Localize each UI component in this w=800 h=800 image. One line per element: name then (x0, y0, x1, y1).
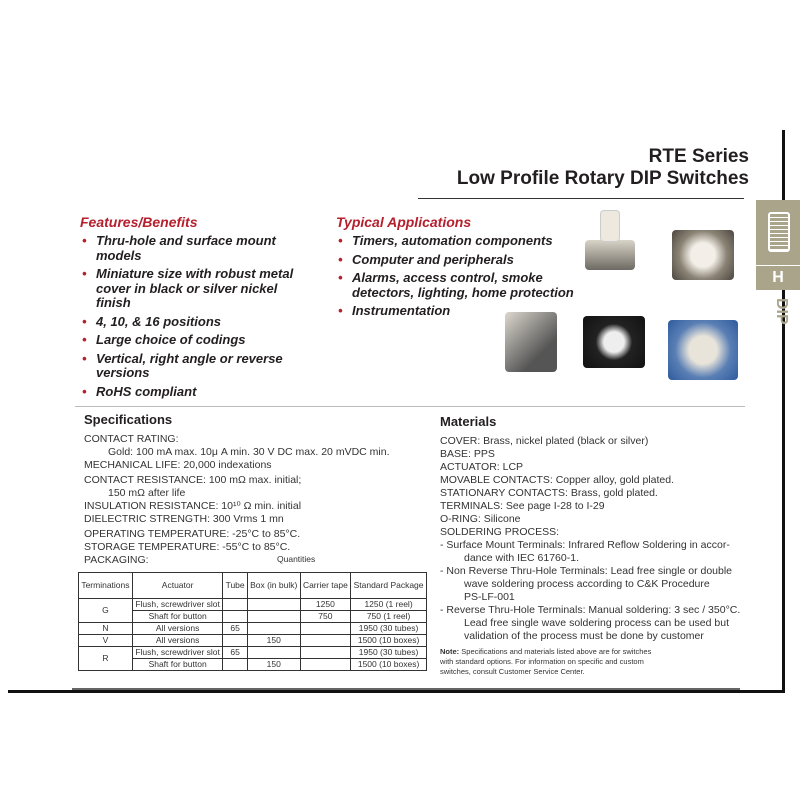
specifications-section (84, 412, 434, 567)
product-photo-vertical-knob (585, 240, 635, 270)
spec-line: PACKAGING: (84, 554, 149, 566)
dip-chip-icon (768, 212, 790, 252)
list-item-text: Large choice of codings (96, 332, 246, 347)
list-item-text: Timers, automation components (352, 233, 553, 248)
material-line: MOVABLE CONTACTS: Copper alloy, gold plated. (440, 474, 675, 486)
list-item (336, 234, 576, 249)
bullet-icon: • (82, 383, 87, 399)
material-line: wave soldering process according to C&K Procedure (464, 578, 710, 590)
table-cell: R (79, 647, 133, 671)
bullet-icon: • (338, 251, 343, 267)
column-header: Tube (223, 573, 247, 599)
list-item (336, 253, 576, 268)
list-item-text: Alarms, access control, smoke detectors, lighting, home protection (352, 270, 574, 300)
material-line: COVER: Brass, nickel plated (black or silver) (440, 435, 649, 447)
table-cell: 1500 (10 boxes) (351, 635, 427, 647)
page-frame-bottom (8, 690, 785, 693)
list-item (80, 315, 310, 330)
applications-heading: Typical Applications (336, 214, 472, 230)
table-cell (223, 611, 247, 623)
table-cell: 65 (223, 623, 247, 635)
list-item-text: 4, 10, & 16 positions (96, 313, 221, 329)
material-line: TERMINALS: See page I-28 to I-29 (440, 500, 605, 512)
material-line: STATIONARY CONTACTS: Brass, gold plated. (440, 487, 658, 499)
material-line: - Non Reverse Thru-Hole Terminals: Lead free single or double (440, 565, 733, 577)
tab-letter: H (772, 269, 784, 286)
list-item-text: Vertical, right angle or reverse versions (96, 350, 283, 380)
table-row (79, 635, 427, 647)
note-label: Note: (440, 647, 460, 656)
list-item (80, 267, 310, 311)
table-cell: 750 (300, 611, 350, 623)
spec-line: INSULATION RESISTANCE: 10¹⁰ Ω min. initial (84, 500, 302, 512)
table-row (79, 647, 427, 659)
table-cell (300, 659, 350, 671)
list-item-text: Instrumentation (352, 303, 451, 318)
list-item (80, 333, 310, 348)
table-cell: 750 (1 reel) (351, 611, 427, 623)
quantities-label: Quantities (277, 554, 316, 564)
title-rule (418, 198, 744, 199)
table-cell (247, 611, 300, 623)
list-item-text: Thru-hole and surface mount models (96, 233, 276, 263)
spec-line: OPERATING TEMPERATURE: -25°C to 85°C. (84, 528, 301, 540)
table-cell: 1950 (30 tubes) (351, 623, 427, 635)
list-item (80, 234, 310, 263)
table-cell: V (79, 635, 133, 647)
series-subtitle: Low Profile Rotary DIP Switches (456, 168, 749, 189)
material-line: ACTUATOR: LCP (440, 461, 524, 473)
list-item-text: RoHS compliant (96, 383, 197, 399)
table-row (79, 623, 427, 635)
table-cell (300, 635, 350, 647)
specifications-heading: Specifications (84, 412, 173, 427)
materials-section (440, 414, 780, 677)
section-divider (75, 406, 745, 407)
product-photo-smd-silver (672, 230, 734, 280)
table-cell: All versions (132, 623, 223, 635)
table-cell: Flush, screwdriver slot (132, 647, 223, 659)
series-name: RTE Series (648, 146, 749, 167)
applications-section (336, 214, 576, 323)
materials-heading: Materials (440, 414, 497, 429)
column-header: Carrier tape (300, 573, 350, 599)
table-cell: 1500 (10 boxes) (351, 659, 427, 671)
column-header: Standard Package (351, 573, 427, 599)
product-photo-knob-top (600, 210, 620, 242)
spec-line: CONTACT RESISTANCE: 100 mΩ max. initial; (84, 474, 302, 486)
column-header: Terminations (79, 573, 133, 599)
table-cell: All versions (132, 635, 223, 647)
list-item-text: Miniature size with robust metal cover in black or silver nickel finish (96, 266, 294, 310)
table-cell: 65 (223, 647, 247, 659)
table-cell (247, 623, 300, 635)
bullet-icon: • (82, 233, 87, 248)
bullet-icon: • (82, 313, 87, 329)
list-item-text: Computer and peripherals (352, 251, 514, 267)
footer-rule (72, 688, 740, 690)
table-cell (247, 599, 300, 611)
table-cell (247, 647, 300, 659)
bullet-icon: • (82, 332, 87, 347)
features-section (80, 214, 310, 403)
bullet-icon: • (82, 266, 87, 281)
table-cell (300, 647, 350, 659)
bullet-icon: • (338, 270, 343, 285)
list-item (336, 271, 576, 300)
material-line: dance with IEC 61760-1. (464, 552, 579, 564)
tab-label: DIP (773, 298, 790, 325)
material-line: SOLDERING PROCESS: (440, 526, 560, 538)
table-cell: Flush, screwdriver slot (132, 599, 223, 611)
material-line: - Surface Mount Terminals: Infrared Reflow Soldering in accor- (440, 539, 730, 551)
list-item (80, 385, 310, 400)
table-cell (223, 599, 247, 611)
material-line: O-RING: Silicone (440, 513, 521, 525)
note-text: Specifications and materials listed above are for switches with standard options. For information on specific and custom switches, consult Customer Service Center. (440, 647, 652, 676)
list-item (80, 352, 310, 381)
table-cell (300, 623, 350, 635)
material-line: BASE: PPS (440, 448, 495, 460)
table-cell: 150 (247, 635, 300, 647)
page-title (457, 146, 749, 190)
table-cell: 1250 (1 reel) (351, 599, 427, 611)
product-photo-black (583, 316, 645, 368)
table-cell: G (79, 599, 133, 623)
table-row (79, 599, 427, 611)
table-cell: Shaft for button (132, 611, 223, 623)
spec-line: STORAGE TEMPERATURE: -55°C to 85°C. (84, 541, 291, 553)
bullet-icon: • (338, 233, 343, 248)
bullet-icon: • (82, 350, 87, 366)
packaging-table (78, 572, 427, 671)
spec-line: CONTACT RATING: (84, 433, 179, 445)
table-cell (223, 635, 247, 647)
table-cell: 1250 (300, 599, 350, 611)
product-photo-right-angle (505, 312, 557, 372)
features-heading: Features/Benefits (80, 214, 198, 230)
column-header: Box (in bulk) (247, 573, 300, 599)
table-cell (223, 659, 247, 671)
spec-line: MECHANICAL LIFE: 20,000 indexations (84, 459, 272, 471)
product-photo-blue-legs (668, 320, 738, 380)
table-cell: N (79, 623, 133, 635)
material-line: PS-LF-001 (464, 591, 515, 603)
column-header: Actuator (132, 573, 223, 599)
material-line: Lead free single wave soldering process can be used but (464, 617, 730, 629)
bullet-icon: • (338, 303, 343, 318)
note (440, 647, 660, 677)
table-cell: 150 (247, 659, 300, 671)
spec-line: Gold: 100 mA max. 10μ A min. 30 V DC max. 20 mVDC min. (108, 446, 390, 458)
spec-line: 150 mΩ after life (108, 487, 186, 499)
table-cell: Shaft for button (132, 659, 223, 671)
spec-line: DIELECTRIC STRENGTH: 300 Vrms 1 mn (84, 513, 284, 525)
table-cell: 1950 (30 tubes) (351, 647, 427, 659)
material-line: - Reverse Thru-Hole Terminals: Manual soldering: 3 sec / 350°C. (440, 604, 741, 616)
material-line: validation of the process must be done by customer (464, 630, 704, 642)
